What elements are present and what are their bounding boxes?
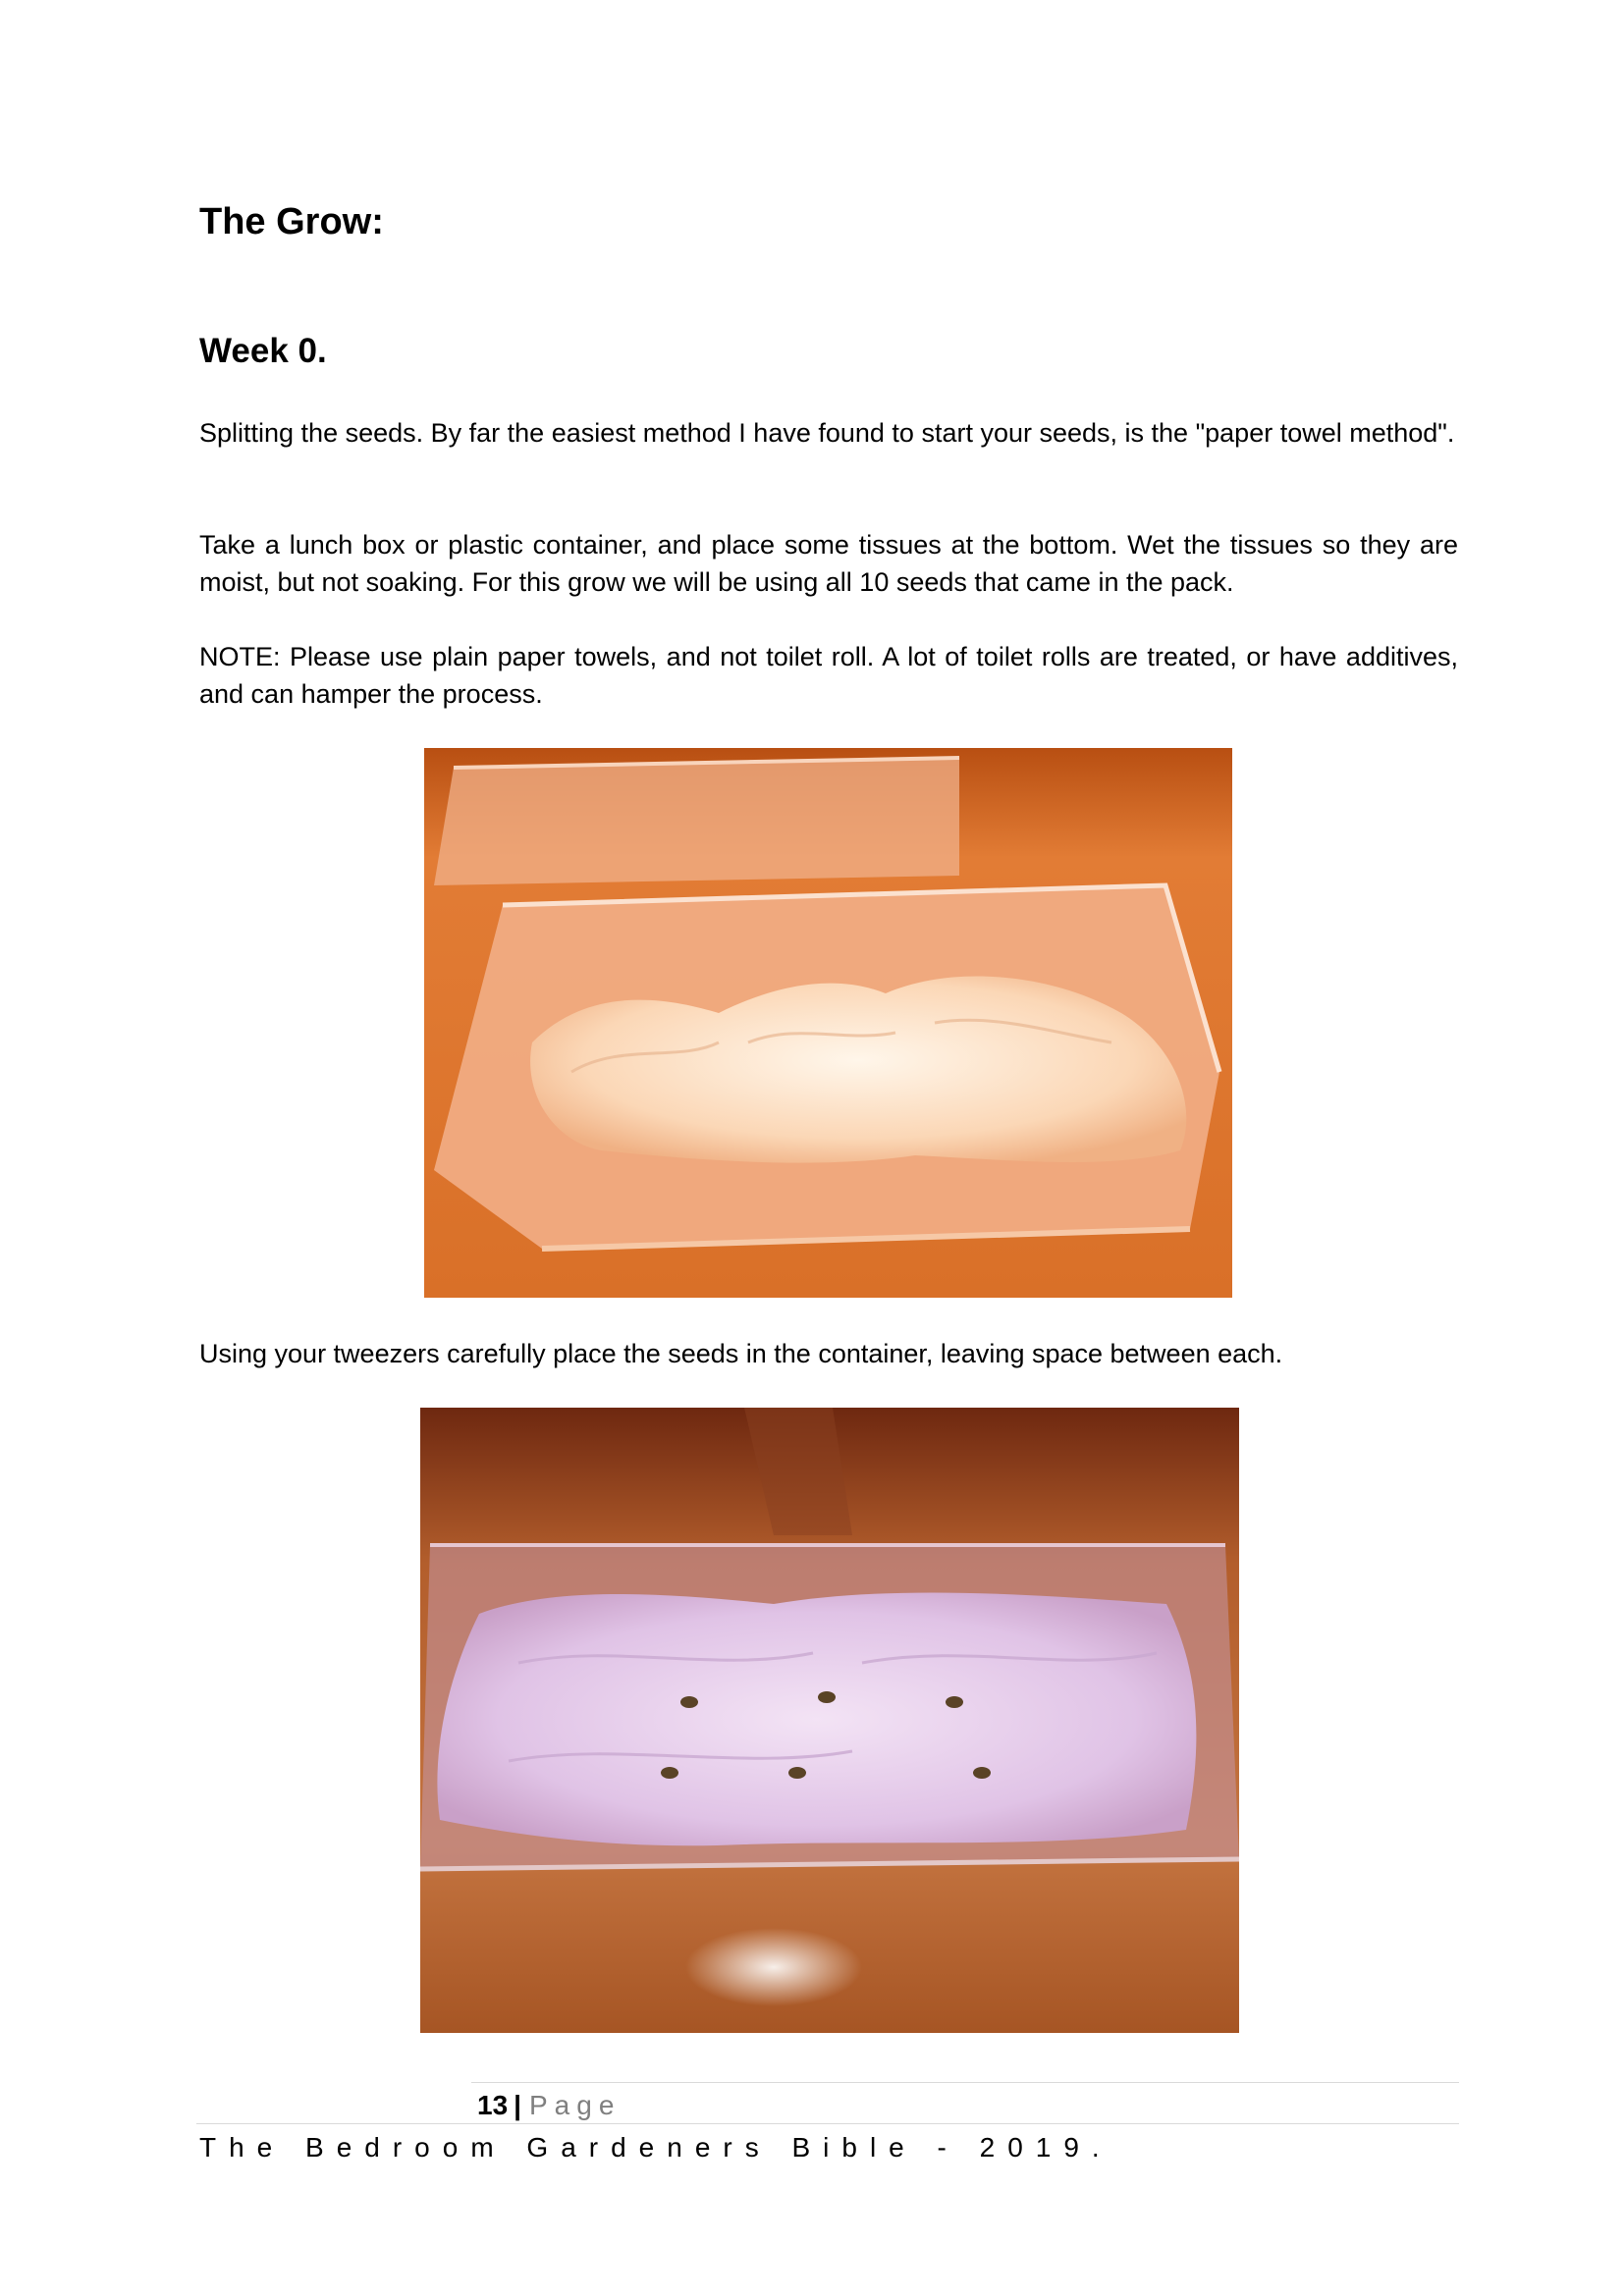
paragraph-tweezers: Using your tweezers carefully place the seeds in the container, leaving space between each. bbox=[199, 1339, 1283, 1368]
week-heading: Week 0. bbox=[199, 332, 327, 370]
paragraph-note: NOTE: Please use plain paper towels, and not toilet roll. A lot of toilet rolls are treated, or have additives, and can hamper the process. bbox=[199, 642, 1458, 709]
page-number-value: 13 bbox=[477, 2090, 509, 2120]
page-number-separator: | bbox=[514, 2090, 521, 2120]
footer-rule-bottom bbox=[196, 2123, 1459, 2124]
seed bbox=[973, 1767, 991, 1779]
photo-container-with-tissues bbox=[424, 748, 1232, 1298]
section-title: The Grow: bbox=[199, 201, 384, 242]
seed bbox=[788, 1767, 806, 1779]
paragraph-lunch-box: Take a lunch box or plastic container, and place some tissues at the bottom. Wet the tissues so they are moist, but not soaking. For this grow we will be using all 10 seeds that came in the pack. bbox=[199, 530, 1458, 597]
seed bbox=[818, 1691, 836, 1703]
book-title-footer: The Bedroom Gardeners Bible - 2019. bbox=[199, 2132, 1112, 2163]
page-number bbox=[477, 2089, 621, 2122]
seed bbox=[680, 1696, 698, 1708]
seed bbox=[661, 1767, 678, 1779]
paragraph-splitting-seeds: Splitting the seeds. By far the easiest method I have found to start your seeds, is the "paper towel method". bbox=[199, 418, 1455, 448]
photo-seeds-on-tissue bbox=[420, 1408, 1239, 2033]
page-word: Page bbox=[529, 2090, 622, 2120]
seed bbox=[946, 1696, 963, 1708]
footer-rule-top bbox=[471, 2082, 1459, 2083]
